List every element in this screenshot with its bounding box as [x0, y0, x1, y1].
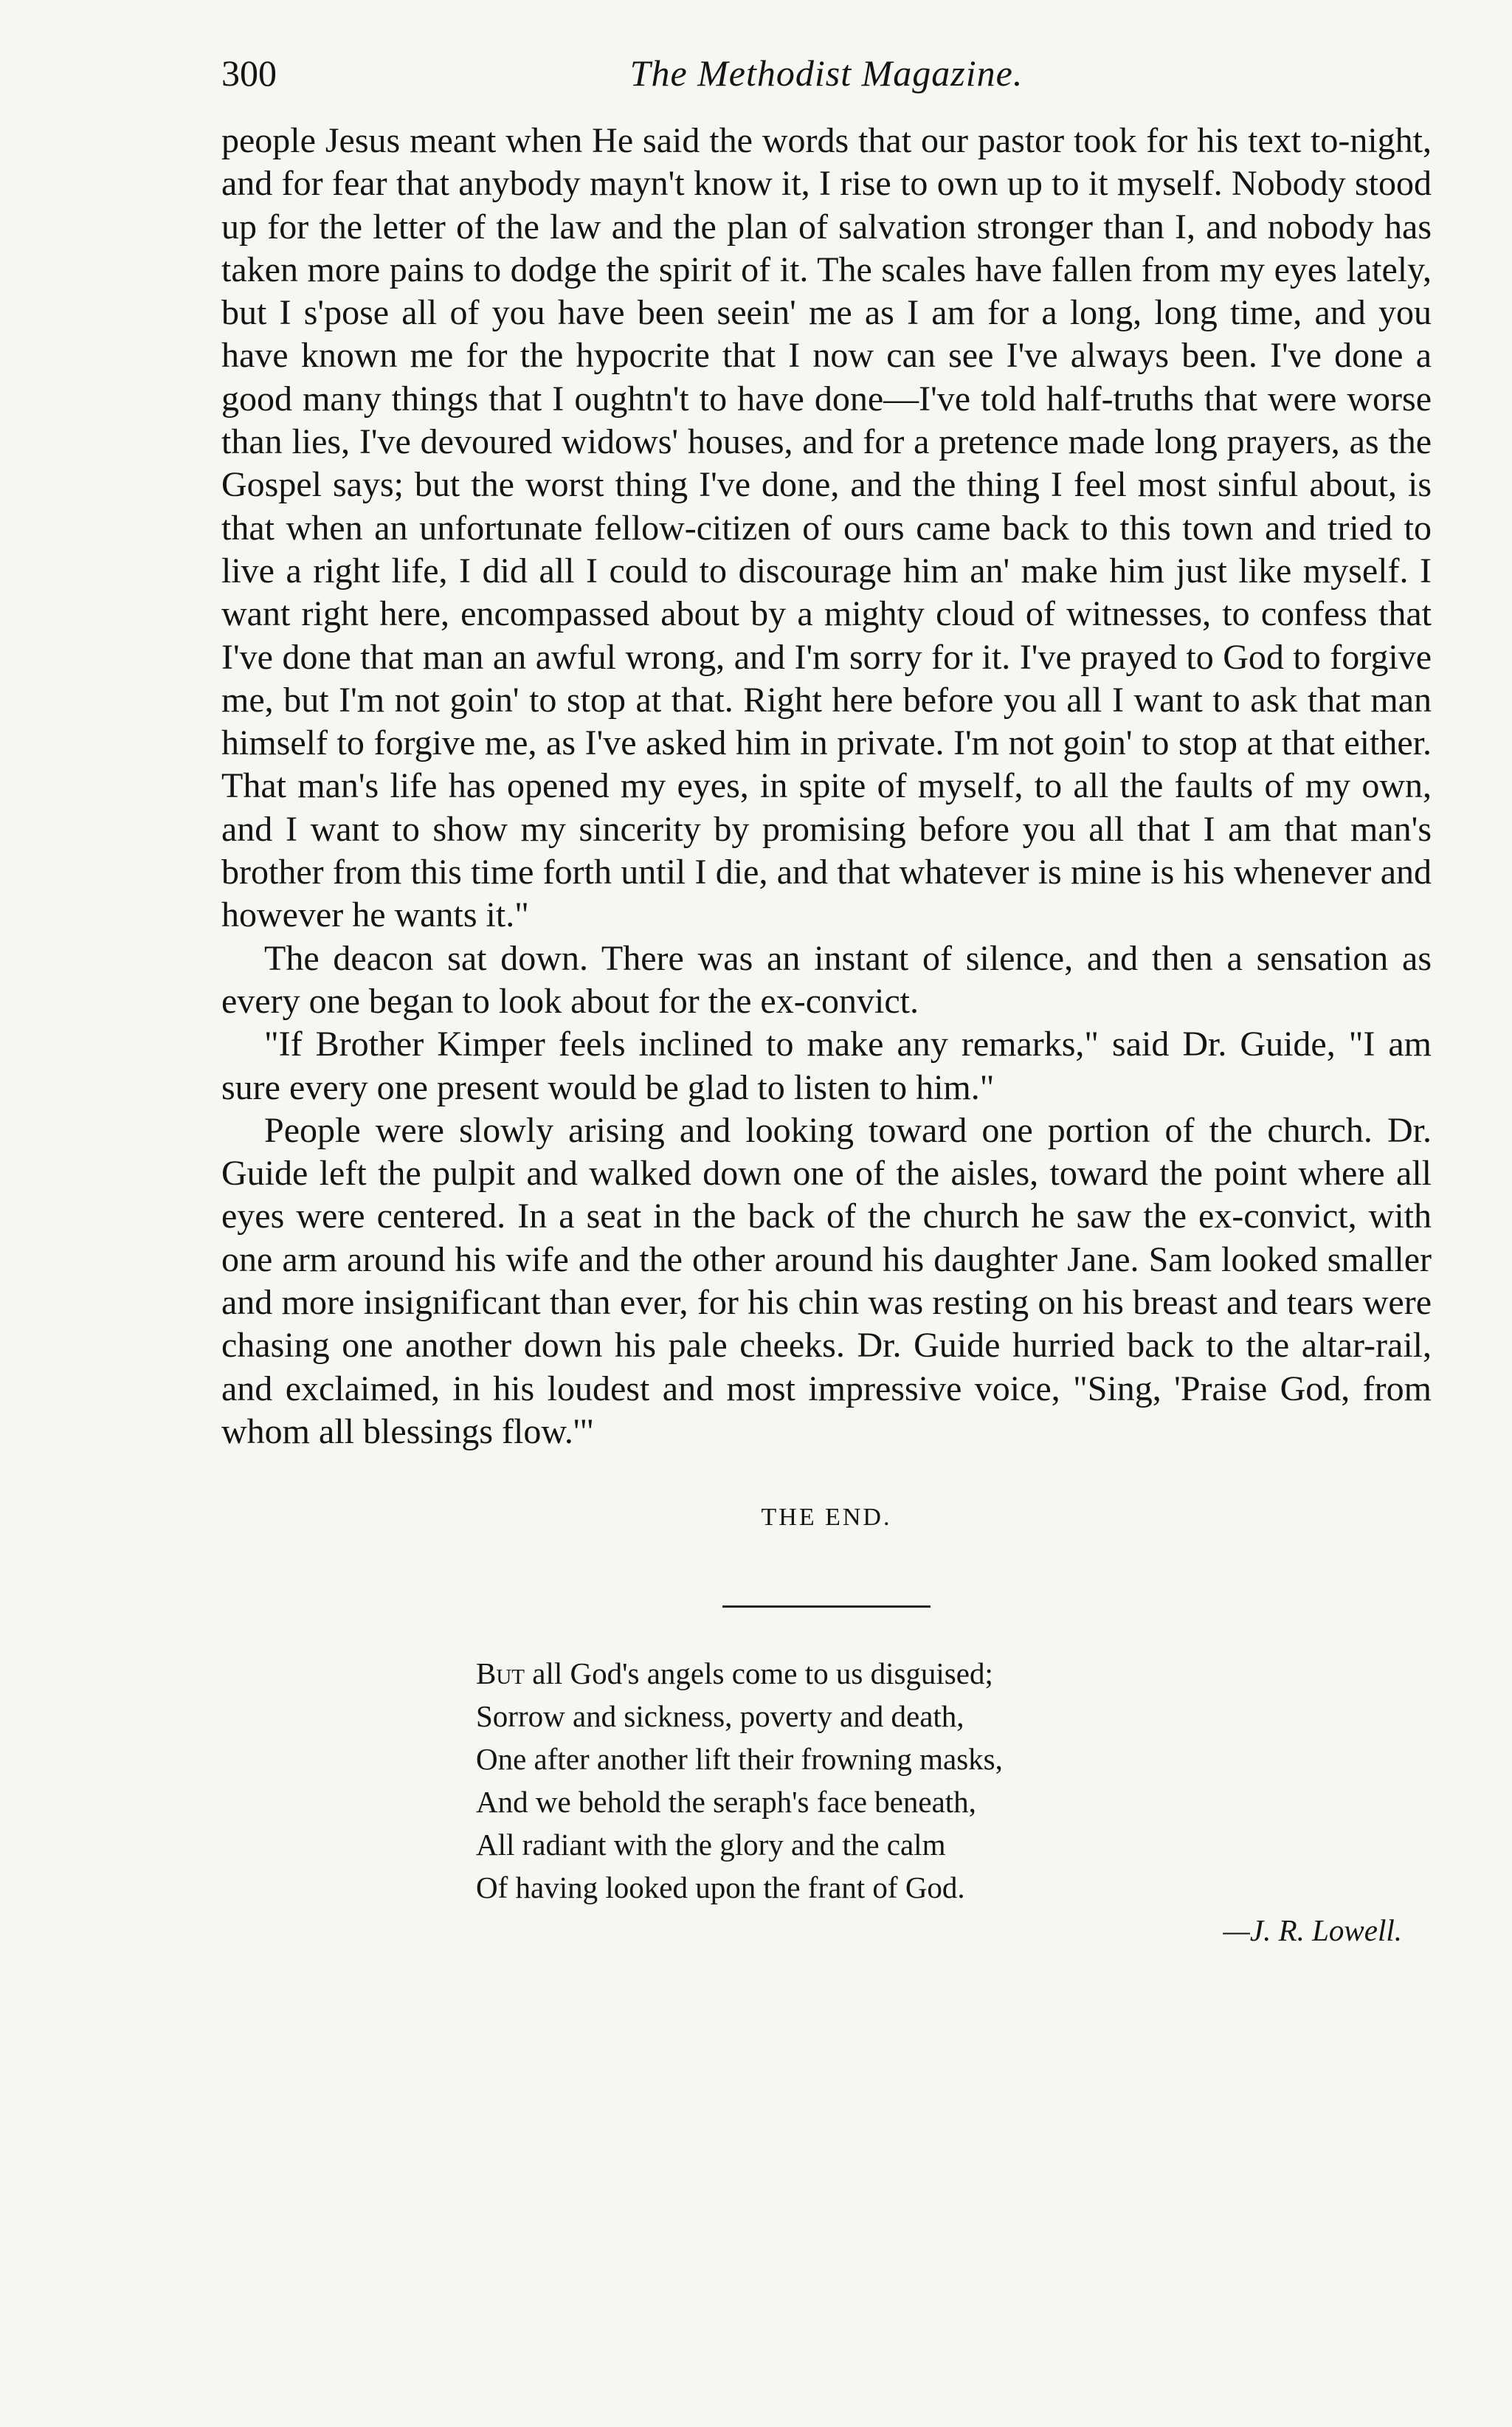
paragraph-deacon-sat-down: The deacon sat down. There was an instant of silence, and then a sensation as every one began to look about for the ex-convict.: [221, 938, 1432, 1021]
story-text: [221, 120, 1432, 1453]
poem-line: One after another lift their frowning masks,: [476, 1742, 1003, 1777]
poem-line: [476, 1652, 1432, 1695]
the-end-heading: THE END.: [761, 1504, 892, 1532]
poem-line: All radiant with the glory and the calm: [476, 1828, 946, 1862]
poem-line: And we behold the seraph's face beneath,: [476, 1785, 976, 1820]
running-title: The Methodist Magazine.: [629, 52, 1023, 94]
poem-line-text: all God's angels come to us disguised;: [525, 1656, 993, 1691]
poem-line: Sorrow and sickness, poverty and death,: [476, 1699, 964, 1734]
paragraph-closing-scene: People were slowly arising and looking toward one portion of the church. Dr. Guide left the pulpit and walked down one of the aisles, toward the point where all eyes were centered. In a seat in the back of the church he saw the ex-convict, with one arm around his wife and the other around his daughter Jane. Sam looked smaller and more insignificant than ever, for his chin was resting on his breast and tears were chasing one another down his pale cheeks. Dr. Guide hurried back to the altar-rail, and exclaimed, in his loudest and most impressive voice, "Sing, 'Praise God, from whom all blessings flow.'": [221, 1110, 1432, 1451]
page-header: [221, 52, 1432, 120]
poem-first-word: But: [476, 1656, 525, 1691]
poem-attribution: —J. R. Lowell.: [1223, 1913, 1402, 1948]
poem: [476, 1652, 1432, 1952]
paragraph-dr-guide-invitation: "If Brother Kimper feels inclined to make any remarks," said Dr. Guide, "I am sure every one present would be glad to listen to him.": [221, 1025, 1432, 1107]
poem-line: Of having looked upon the frant of God.: [476, 1870, 965, 1905]
section-divider: [722, 1605, 931, 1608]
page-number: 300: [221, 52, 277, 94]
paragraph-deacon-speech: people Jesus meant when He said the words that our pastor took for his text to-night, and for fear that anybody mayn't know it, I rise to own up to it myself. Nobody stood up for the letter of the law and the plan of salvation stronger than I, and nobody has taken more pains to dodge the spirit of it. The scales have fallen from my eyes lately, but I s'pose all of you have been seein' me as I am for a long, long time, and you have known me for the hypocrite that I now can see I've always been. I've done a good many things that I oughtn't to have done—I've told half-truths that were worse than lies, I've devoured widows' houses, and for a pretence made long prayers, as the Gospel says; but the worst thing I've done, and the thing I feel most sinful about, is that when an unfortunate fellow-citizen of ours came back to this town and tried to live a right life, I did all I could to discourage him an' make him just like myself. I want right here, encompassed about by a mighty cloud of witnesses, to confess that I've done that man an awful wrong, and I'm sorry for it. I've prayed to God to forgive me, but I'm not goin' to stop at that. Right here before you all I want to ask that man himself to forgive me, as I've asked him in private. I'm not goin' to stop at that either. That man's life has opened my eyes, in spite of myself, to all the faults of my own, and I want to show my sincerity by promising before you all that I am that man's brother from this time forth until I die, and that whatever is mine is his whenever and however he wants it.": [221, 121, 1432, 935]
page: [221, 52, 1432, 1952]
